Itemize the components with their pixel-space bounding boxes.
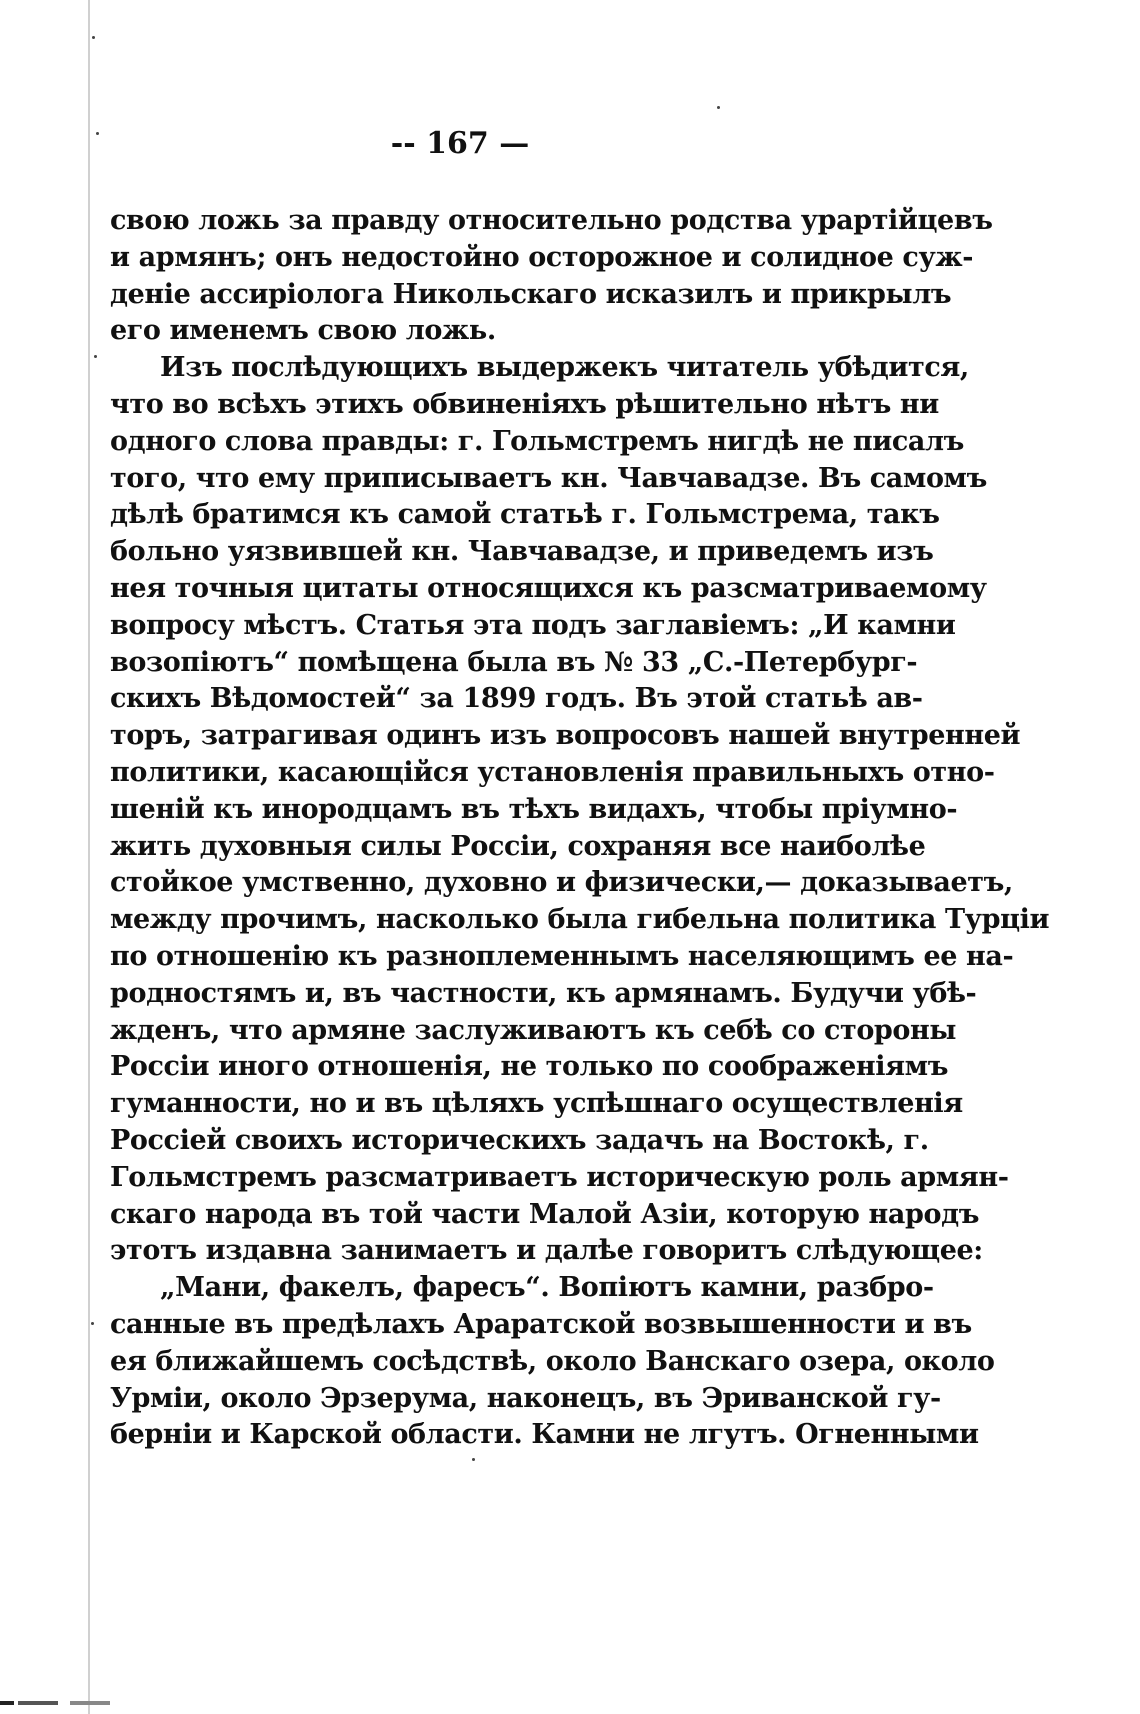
scan-margin-line xyxy=(88,0,90,1714)
text-line: деніе ассиріолога Никольскаго исказилъ и прикрылъ xyxy=(110,278,952,310)
text-line: по отношенію къ разноплеменнымъ населяющимъ ее на- xyxy=(110,940,1014,972)
body-text xyxy=(110,203,1050,1454)
text-line: торъ, затрагивая одинъ изъ вопросовъ нашей внутренней xyxy=(110,720,1021,752)
text-line: этотъ издавна занимаетъ и далѣе говоритъ слѣдующее: xyxy=(110,1235,983,1267)
text-line: жденъ, что армяне заслуживаютъ къ себѣ со стороны xyxy=(110,1014,957,1046)
text-line: ея ближайшемъ сосѣдствѣ, около Ванскаго озера, около xyxy=(110,1345,995,1377)
text-line: санные въ предѣлахъ Араратской возвышенности и въ xyxy=(110,1308,972,1340)
scan-speck xyxy=(96,132,99,135)
text-line: что во всѣхъ этихъ обвиненіяхъ рѣшительно нѣтъ ни xyxy=(110,388,939,420)
text-line: того, что ему приписываетъ кн. Чавчавадзе. Въ самомъ xyxy=(110,462,987,494)
text-line: скаго народа въ той части Малой Азіи, которую народъ xyxy=(110,1198,980,1230)
text-line: „Мани, факелъ, фаресъ“. Вопіютъ камни, разбро- xyxy=(160,1272,934,1304)
text-line: берніи и Карской области. Камни не лгутъ. Огненными xyxy=(110,1419,979,1451)
text-line: шеній къ инородцамъ въ тѣхъ видахъ, чтобы пріумно- xyxy=(110,793,958,825)
text-line: вопросу мѣстъ. Статья эта подъ заглавіемъ: „И камни xyxy=(110,609,956,641)
scan-speck xyxy=(717,106,720,109)
text-line: стойкое умственно, духовно и физически,— доказываетъ, xyxy=(110,867,1013,899)
text-line: гуманности, но и въ цѣляхъ успѣшнаго осуществленія xyxy=(110,1088,963,1120)
text-line: скихъ Вѣдомостей“ за 1899 годъ. Въ этой статьѣ ав- xyxy=(110,683,923,715)
scan-speck xyxy=(94,355,97,358)
text-line: родностямъ и, въ частности, къ армянамъ. Будучи убѣ- xyxy=(110,977,977,1009)
text-line: Изъ послѣдующихъ выдержекъ читатель убѣдится, xyxy=(160,352,969,384)
text-line: жить духовныя силы Россіи, сохраняя все наиболѣе xyxy=(110,830,926,862)
text-line: Россіей своихъ историческихъ задачъ на Востокѣ, г. xyxy=(110,1124,929,1156)
text-line: больно уязвившей кн. Чавчавадзе, и приведемъ изъ xyxy=(110,536,934,568)
scan-speck xyxy=(92,36,95,39)
text-line: политики, касающійся установленія правильныхъ отно- xyxy=(110,756,995,788)
text-line: Урміи, около Эрзерума, наконецъ, въ Эриванской гу- xyxy=(110,1382,941,1414)
text-line: и армянъ; онъ недостойно осторожное и солидное суж- xyxy=(110,241,974,273)
text-line: нея точныя цитаты относящихся къ разсматриваемому xyxy=(110,572,987,604)
scan-speck xyxy=(91,1322,94,1325)
text-line: дѣлѣ братимся къ самой статьѣ г. Гольмстрема, такъ xyxy=(110,499,940,531)
text-line: возопіютъ“ помѣщена была въ № 33 „С.-Петербург- xyxy=(110,646,918,678)
scan-speck xyxy=(472,1458,475,1461)
page-number: -- 167 — xyxy=(390,126,530,161)
text-line: Гольмстремъ разсматриваетъ историческую роль армян- xyxy=(110,1161,1009,1193)
scan-edge-mark xyxy=(0,1701,110,1705)
text-line: свою ложь за правду относительно родства урартійцевъ xyxy=(110,205,993,236)
text-line: его именемъ свою ложь. xyxy=(110,315,496,347)
text-line: между прочимъ, насколько была гибельна политика Турціи xyxy=(110,904,1050,936)
text-line: одного слова правды: г. Гольмстремъ нигдѣ не писалъ xyxy=(110,425,964,457)
text-line: Россіи иного отношенія, не только по соображеніямъ xyxy=(110,1051,949,1083)
